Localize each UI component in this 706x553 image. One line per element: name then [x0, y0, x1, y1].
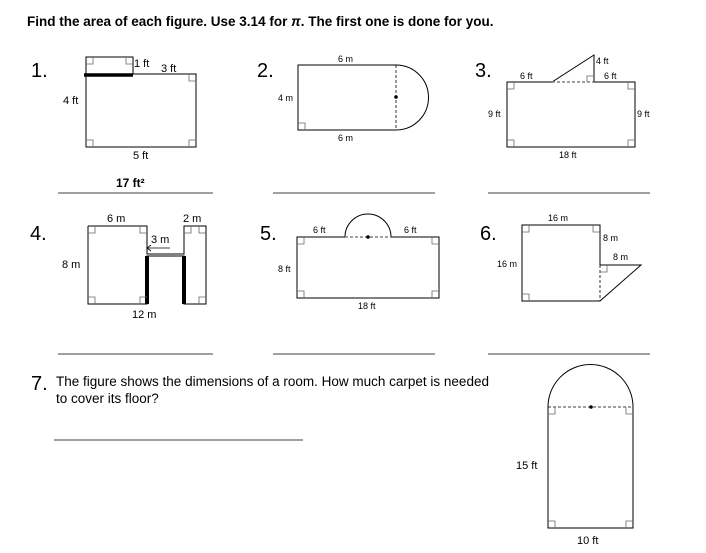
- problem-4-label-left: 8 m: [62, 259, 81, 271]
- problem-3-label-right: 9 ft: [637, 109, 650, 119]
- problem-1-label-notch: 1 ft: [134, 58, 150, 70]
- problem-6-shape: [522, 225, 641, 301]
- problem-6-number: 6.: [480, 223, 497, 245]
- problem-7-label-bottom: 10 ft: [577, 535, 599, 547]
- problem-5-number: 5.: [260, 223, 277, 245]
- problem-2-label-left: 4 m: [278, 93, 294, 103]
- problem-5-label-top-right: 6 ft: [404, 225, 417, 235]
- problem-4-number: 4.: [30, 223, 47, 245]
- problem-5-label-top-left: 6 ft: [313, 225, 326, 235]
- problem-3-label-triangle-base: 6 ft: [604, 71, 617, 81]
- problem-2-shape: [298, 65, 429, 130]
- problem-2-number: 2.: [257, 60, 274, 82]
- problem-4-label-top-right: 2 m: [183, 213, 202, 225]
- problem-1-shape: [86, 57, 196, 147]
- problem-1: [31, 57, 213, 193]
- problem-3: [475, 55, 650, 193]
- problem-3-label-bottom: 18 ft: [559, 150, 577, 160]
- problem-3-label-top-left: 6 ft: [520, 71, 533, 81]
- problem-2-label-bottom: 6 m: [338, 133, 354, 143]
- problem-4-label-gap: 3 m: [151, 234, 170, 246]
- problem-6-label-triangle-base: 8 m: [613, 252, 629, 262]
- problem-6-label-left: 16 m: [497, 259, 518, 269]
- instructions-text-1: Find the area of each figure. Use 3.14 for: [27, 14, 292, 29]
- problem-7-question: The figure shows the dimensions of a room. How much carpet is needed to cover its floor?: [56, 374, 489, 406]
- problem-6-label-right-side: 8 m: [603, 233, 619, 243]
- pi-symbol: π: [291, 14, 301, 29]
- problem-5-shape: [297, 237, 439, 298]
- problem-5-label-bottom: 18 ft: [358, 301, 376, 311]
- problem-1-label-bottom: 5 ft: [133, 150, 149, 162]
- problem-7-label-height: 15 ft: [516, 460, 538, 472]
- problem-2: [257, 54, 435, 193]
- problem-5: [260, 214, 439, 354]
- problem-3-number: 3.: [475, 60, 492, 82]
- problem-1-label-top-right: 3 ft: [161, 63, 177, 75]
- problem-1-label-left: 4 ft: [63, 95, 79, 107]
- problem-3-label-triangle-height: 4 ft: [596, 56, 609, 66]
- problem-1-number: 1.: [31, 60, 48, 82]
- problem-7-number: 7.: [31, 373, 48, 395]
- problem-7-shape: [548, 365, 633, 529]
- problem-5-semicircle: [345, 214, 391, 237]
- problem-4-label-top-left: 6 m: [107, 213, 126, 225]
- problem-6: [480, 213, 650, 354]
- problem-4: [30, 213, 213, 354]
- problem-4-label-bottom: 12 m: [132, 309, 157, 321]
- instructions-text-2: . The first one is done for you.: [300, 14, 494, 29]
- problem-5-label-left: 8 ft: [278, 264, 291, 274]
- problem-2-label-top: 6 m: [338, 54, 354, 64]
- problem-6-label-top: 16 m: [548, 213, 569, 223]
- problem-3-label-left: 9 ft: [488, 109, 501, 119]
- problem-3-shape: [507, 55, 635, 147]
- problem-1-answer: 17 ft²: [116, 176, 145, 190]
